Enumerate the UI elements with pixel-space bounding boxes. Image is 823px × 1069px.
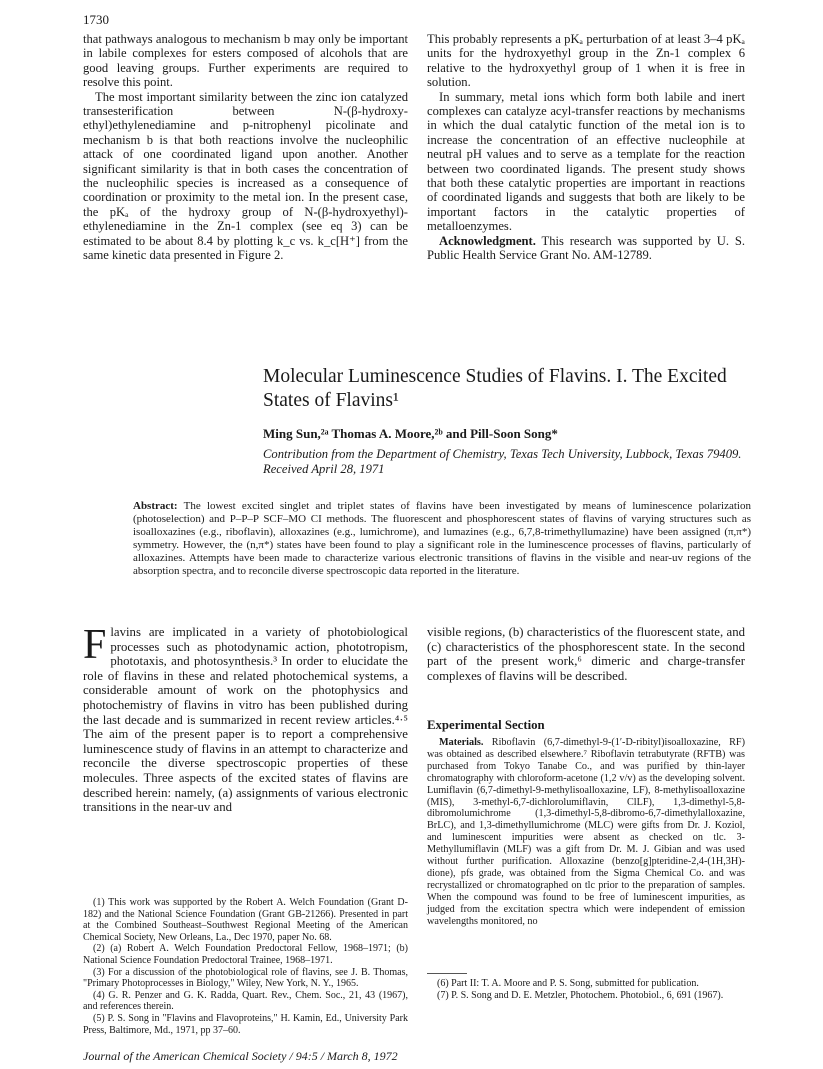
abstract [133,500,751,577]
materials-label: Materials. [439,737,484,748]
paragraph: that pathways analogous to mechanism b may only be important in labile complexes for esters composed of alcohols that are good leaving groups. Further experiments are required to resolve this point. [83,32,408,90]
acknowledgment-text: This research was supported by U. S. Public Health Service Grant No. AM-12789. [427,233,745,263]
footnote-divider [427,973,467,974]
paragraph: This probably represents a pKₐ perturbation of at least 3–4 pKₐ units for the hydroxyethyl group in the Zn-1 complex 6 relative to the hydroxyethyl group of 1 when it is free in solution. [427,32,745,90]
top-right-column [427,32,745,263]
acknowledgment-label: Acknowledgment. [439,233,536,248]
acknowledgment [427,234,745,263]
footnote: (4) G. R. Penzer and G. K. Radda, Quart. Rev., Chem. Soc., 21, 43 (1967), and references therein. [83,989,408,1013]
article-title: Molecular Luminescence Studies of Flavins. I. The Excited States of Flavins¹ [263,366,727,411]
intro-body-right: visible regions, (b) characteristics of the fluorescent state, and (c) characteristics of the phosphorescent state. In the second part of the present work,⁶ dimeric and charge-transfer complexes of flavins will be described. [427,625,745,683]
materials-text: Riboflavin (6,7-dimethyl-9-(1′-D-ribityl)isoalloxazine, RF) was obtained as described elsewhere.⁷ Riboflavin tetrabutyrate (RFTB) was purchased from Tokyo Tanabe Co., and was purified by thin-layer chromatography with chloroform-acetone (1,2 v/v) as the developing solvent. Lumiflavin (6,7-dimethyl-9-methylisoalloxazine, LF), 8-methylisoalloxazine (MIS), 3-methyl-6,7-dichlorolumiflavin, ClLF), 1,3-dimethyl-5,8-dibromolumichrome (1,3-dimethyl-5,8-dibromo-6,7-dimethylalloxazine, BrLC), and 1,3-dimethyllumichrome (MLC) were gifts from Dr. J. Koziol, and luminescent impurities were absent as checked on tlc. 3-Methyllumiflavin (MLF) was a gift from Dr. M. J. Gibian and was used without further purification. Alloxazine (benzo[g]pteridine-2,4-(1H,3H)-dione), pfs grade, was obtained from the Sigma Chemical Co. and was recrystallized or chromatographed on tlc prior to the preparation of samples. When the compound was found to be free of luminescent impurities, as judged from the excitation spectra which were independent of emission wavelengths monitored, no [427,737,745,927]
footnote: (1) This work was supported by the Robert A. Welch Foundation (Grant D-182) and the National Science Foundation (Grant GB-21266). Presented in part at the Combined Southeast–Southwest Regional Meeting of the American Chemical Society, New Orleans, La., Dec 1970, paper No. 68. [83,897,408,943]
intro-text: lavins are implicated in a variety of photobiological processes such as photodynamic action, phototropism, phototaxis, and photosynthesis.³ In order to elucidate the role of flavins in these and related photochemical systems, a considerable amount of work on the photophysics and photochemistry of flavins in vitro has been published during the last decade and is summarized in recent review articles.⁴·⁵ The aim of the present paper is to report a comprehensive luminescence study of flavins in an attempt to characterize and reconcile the diverse spectroscopic properties of these molecules. Three aspects of the excited states of flavins are described herein: namely, (a) assignments of various electronic transitions in the near-uv and [83,625,408,815]
paragraph: The most important similarity between the zinc ion catalyzed transesterification between N-(β-hydroxy-ethyl)ethylenediamine and p-nitrophenyl picolinate and mechanism b is that both reactions involve the nucleophilic attack of one coordinated ligand upon another. Another significant similarity is that in both cases the concentration of the nucleophilic species is increased as a consequence of coordination or proximity to the metal ion. In the present case, the pKₐ of the hydroxy group of N-(β-hydroxyethyl)-ethylenediamine in the Zn-1 complex (see eq 3) can be estimated to be about 8.4 by plotting k_c vs. k_c[H⁺] from the same kinetic data presented in Figure 2. [83,89,408,263]
footnote: (2) (a) Robert A. Welch Foundation Predoctoral Fellow, 1968–1971; (b) National Science Foundation Predoctoral Trainee, 1968–1971. [83,943,408,966]
drop-cap: F [83,622,107,668]
abstract-text: The lowest excited singlet and triplet states of flavins have been investigated by means of luminescence polarization (photoselection) and P–P–P SCF–MO CI methods. The fluorescent and phosphorescent states of flavins of varying structures such as isoalloxazines (e.g., riboflavin), alloxazines (e.g., lumichrome), and lumazines (e.g., 6,7,8-trimethyllumazine) have been assigned (π,π*) symmetry. However, the (n,π*) states have been found to play a significant role in the luminescence processes of flavins, particularly of alloxazines. Attempts have been made to characterize various electronic transitions of flavins in the visible and near-uv regions of the absorption spectra, and to reconcile diverse spectroscopic data reported in the literature. [133,500,751,577]
paragraph: In summary, metal ions which form both labile and inert complexes can catalyze acyl-transfer reactions by mechanisms in which the dual catalytic function of the metal ion is to increase the concentration of an effective nucleophile at neutral pH values and to serve as a template for the reaction between two coordinated ligands. The present study shows that both these catalytic properties are important in reactions of coordinated ligands and suggests that both are likely to be important factors in the catalytic properties of metalloenzymes. [427,89,745,234]
experimental-text [427,737,745,928]
footnotes-right [427,978,745,1001]
journal-footer: Journal of the American Chemical Society / 94:5 / March 8, 1972 [83,1049,398,1063]
section-heading: Experimental Section [427,718,545,732]
footnote: (3) For a discussion of the photobiological role of flavins, see J. B. Thomas, "Primary Photoprocesses in Biology," Wiley, New York, N. Y., 1965. [83,966,408,990]
page-number: 1730 [83,12,109,27]
intro-body [83,622,408,815]
footnote: (5) P. S. Song in "Flavins and Flavoproteins," H. Kamin, Ed., University Park Press, Baltimore, Md., 1971, pp 37–60. [83,1012,408,1036]
footnote: (7) P. S. Song and D. E. Metzler, Photochem. Photobiol., 6, 691 (1967). [437,989,724,1001]
article-affiliation: Contribution from the Department of Chemistry, Texas Tech University, Lubbock, Texas 79409. Received April 28, 1971 [263,447,742,476]
footnotes-left [83,897,408,1036]
article-authors: Ming Sun,²ᵃ Thomas A. Moore,²ᵇ and Pill-Soon Song* [263,426,558,441]
abstract-label: Abstract: [133,500,178,512]
footnote: (6) Part II: T. A. Moore and P. S. Song, submitted for publication. [437,978,699,989]
top-left-column [83,32,408,263]
